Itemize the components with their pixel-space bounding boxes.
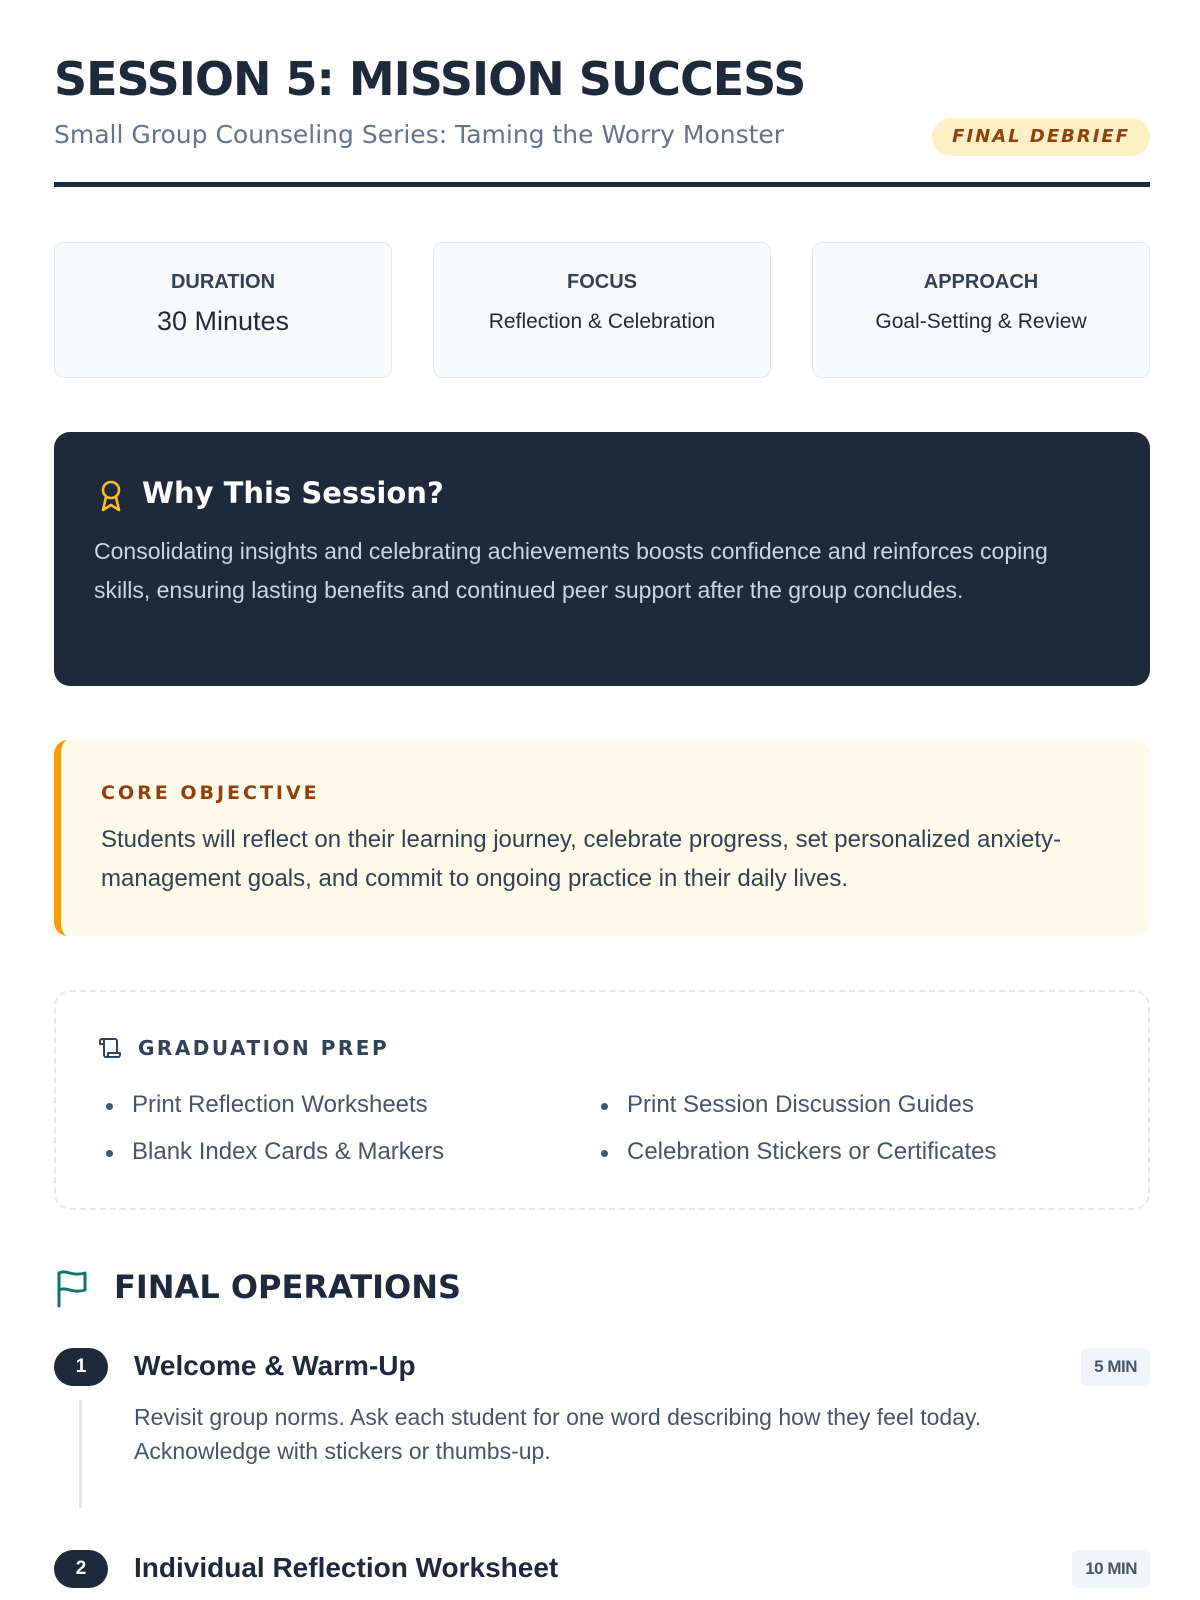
step-number: 2 (54, 1550, 108, 1588)
why-heading: Why This Session? (142, 476, 444, 510)
list-item: Print Reflection Worksheets (104, 1090, 444, 1137)
list-item: Blank Index Cards & Markers (104, 1137, 444, 1184)
page-title: SESSION 5: MISSION SUCCESS (54, 52, 806, 106)
focus-card (433, 242, 771, 378)
duration-label: DURATION (170, 271, 276, 293)
step-timeline-line (79, 1400, 82, 1508)
list-item: Print Session Discussion Guides (599, 1090, 996, 1137)
focus-value: Reflection & Celebration (488, 310, 716, 333)
graduation-prep-panel (54, 990, 1150, 1210)
core-objective-label: CORE OBJECTIVE (101, 782, 320, 804)
info-cards (54, 242, 1150, 378)
step-duration-badge: 5 MIN (1081, 1348, 1150, 1386)
duration-value: 30 Minutes (156, 306, 290, 336)
approach-card (812, 242, 1150, 378)
step-number: 1 (54, 1348, 108, 1386)
prep-list-left (104, 1090, 444, 1184)
why-this-session-panel (54, 432, 1150, 686)
award-ribbon-icon (98, 480, 124, 517)
step-description: Revisit group norms. Ask each student for one word describing how they feel today. Acknowledge with stickers or thumbs-up. (134, 1404, 982, 1464)
header-divider (54, 182, 1150, 187)
page-subtitle: Small Group Counseling Series: Taming the Worry Monster (54, 120, 785, 149)
scroll-icon (98, 1036, 122, 1065)
status-badge: FINAL DEBRIEF (932, 118, 1150, 156)
core-objective-body: Students will reflect on their learning journey, celebrate progress, set personalized anxiety-management goals, and commit to ongoing practice in their daily lives. (101, 826, 1062, 892)
flag-icon (54, 1268, 90, 1313)
list-item: Celebration Stickers or Certificates (599, 1137, 996, 1184)
why-body: Consolidating insights and celebrating achievements boosts confidence and reinforces coping skills, ensuring lasting benefits and continued peer support after the group concludes. (94, 538, 1048, 603)
core-objective-panel (54, 740, 1150, 936)
duration-card (54, 242, 392, 378)
focus-label: FOCUS (567, 271, 637, 293)
final-operations-heading: FINAL OPERATIONS (114, 1268, 462, 1306)
graduation-prep-heading: GRADUATION PREP (138, 1036, 390, 1060)
approach-value: Goal-Setting & Review (875, 310, 1087, 333)
step-title: Individual Reflection Worksheet (134, 1552, 559, 1583)
operation-step (54, 1550, 1150, 1590)
operation-step (54, 1348, 1150, 1508)
step-duration-badge: 10 MIN (1072, 1550, 1150, 1588)
approach-label: APPROACH (923, 271, 1039, 293)
step-title: Welcome & Warm-Up (134, 1350, 416, 1381)
prep-list-right (599, 1090, 996, 1184)
